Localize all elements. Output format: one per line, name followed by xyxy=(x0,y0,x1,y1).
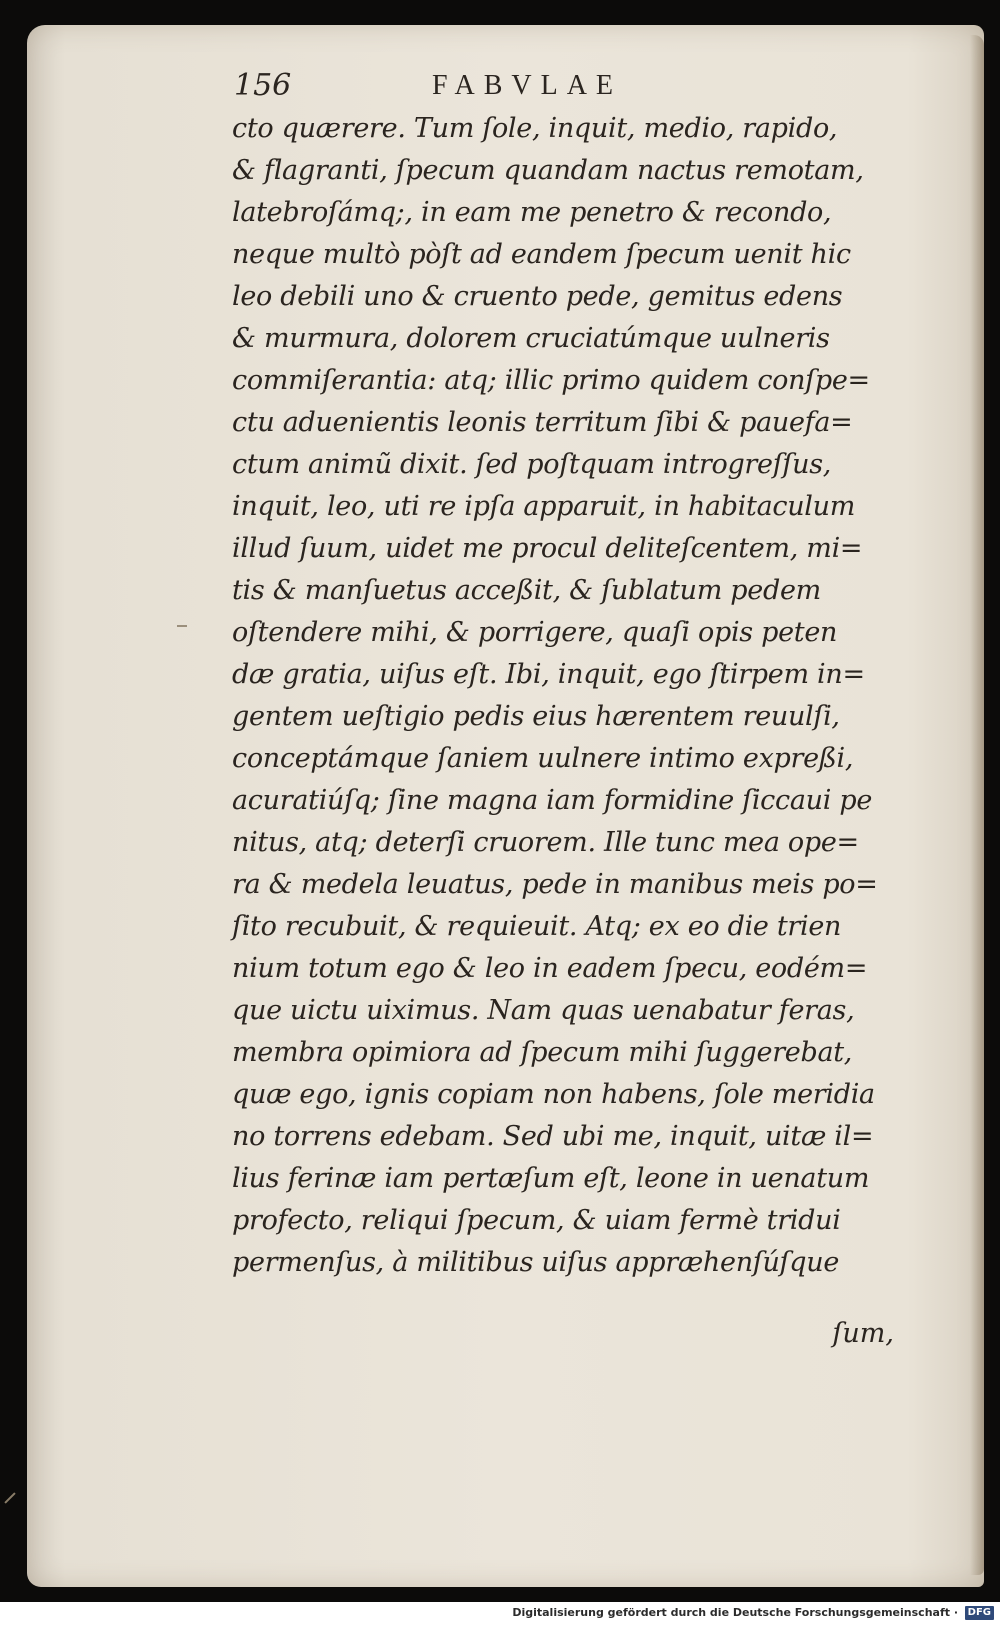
catchword: ſum, xyxy=(832,1318,894,1349)
text-line: acuratiúſq; ſine magna iam formidine ſiccaui pe xyxy=(232,785,872,816)
text-line: dæ gratia, uiſus eſt. Ibi, inquit, ego ſtirpem in= xyxy=(232,659,865,690)
text-line: oſtendere mihi, & porrigere, quaſi opis peten xyxy=(232,617,838,648)
dfg-logo: DFG xyxy=(965,1606,994,1620)
text-line: leo debili uno & cruento pede, gemitus edens xyxy=(232,281,843,312)
text-line: lius ferinæ iam pertæſum eſt, leone in uenatum xyxy=(232,1163,870,1194)
text-line: & murmura, dolorem cruciatúmque uulneris xyxy=(232,323,830,354)
text-line: neque multò pòſt ad eandem ſpecum uenit hic xyxy=(232,239,851,270)
text-line: commiſerantia: atq; illic primo quidem conſpe= xyxy=(232,365,870,396)
text-line: inquit, leo, uti re ipſa apparuit, in habitaculum xyxy=(232,491,856,522)
text-line: tis & manſuetus acceßit, & ſublatum pedem xyxy=(232,575,821,606)
text-line: profecto, reliqui ſpecum, & uiam fermè tridui xyxy=(232,1205,841,1236)
text-line: & flagranti, ſpecum quandam nactus remotam, xyxy=(232,155,864,186)
text-line: membra opimiora ad ſpecum mihi ſuggerebat, xyxy=(232,1037,853,1068)
text-line: no torrens edebam. Sed ubi me, inquit, uitæ il= xyxy=(232,1121,874,1152)
text-line: que uictu uiximus. Nam quas uenabatur feras, xyxy=(232,995,855,1026)
page-number: 156 xyxy=(234,68,292,103)
text-line: ſito recubuit, & requieuit. Atq; ex eo die trien xyxy=(232,911,842,942)
text-line: illud ſuum, uidet me procul deliteſcentem, mi= xyxy=(232,533,863,564)
text-line: quæ ego, ignis copiam non habens, ſole meridia xyxy=(232,1079,875,1110)
margin-mark xyxy=(177,625,187,627)
text-line: permenſus, à militibus uiſus appræhenſúſque xyxy=(232,1247,840,1278)
footer-credit: Digitalisierung gefördert durch die Deutsche Forschungsgemeinschaft · xyxy=(512,1606,958,1619)
text-line: nitus, atq; deterſi cruorem. Ille tunc mea ope= xyxy=(232,827,859,858)
text-line: conceptámque ſaniem uulnere intimo expreßi, xyxy=(232,743,854,774)
text-line: ctu aduenientis leonis territum ſibi & pauefa= xyxy=(232,407,853,438)
text-line: latebroſámq;, in eam me penetro & recondo, xyxy=(232,197,832,228)
text-line: nium totum ego & leo in eadem ſpecu, eodém= xyxy=(232,953,868,984)
text-line: ctum animũ dixit. ſed poſtquam introgreſſus, xyxy=(232,449,832,480)
text-line: gentem ueſtigio pedis eius hærentem reuulſi, xyxy=(232,701,840,732)
text-line: ra & medela leuatus, pede in manibus meis po= xyxy=(232,869,878,900)
page-edge-shadow xyxy=(970,35,984,1575)
text-line: cto quærere. Tum ſole, inquit, medio, rapido, xyxy=(232,113,838,144)
body-text xyxy=(232,108,882,1284)
running-title: FABVLAE xyxy=(432,70,623,101)
